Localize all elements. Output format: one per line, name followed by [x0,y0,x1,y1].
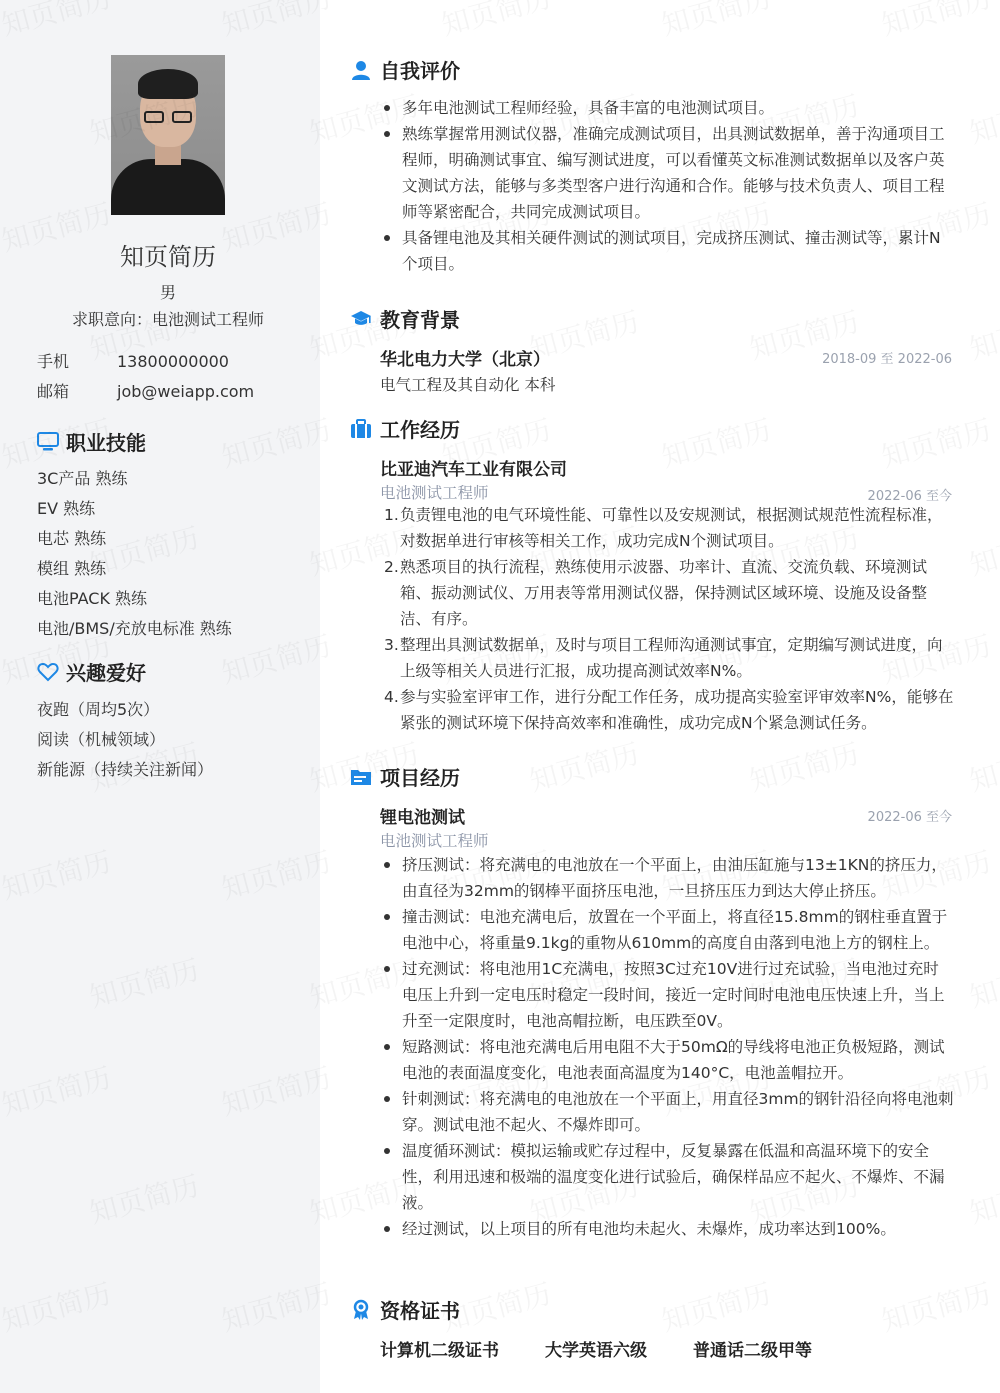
certs-title: 资格证书 [380,1299,460,1323]
school-name: 华北电力大学（北京） [380,350,550,370]
email-value: job@weiapp.com [117,382,255,401]
profile-name: 知页简历 [120,243,216,271]
project-detail-list [384,852,954,1242]
skill-item: 3C产品 熟练 [37,469,128,488]
skill-item: 电芯 熟练 [37,529,107,548]
project-role: 电池测试工程师 [380,832,489,850]
skills-heading [37,427,146,456]
hobbies-heading [37,657,146,686]
list-item: 4. 参与实验室评审工作，进行分配工作任务，成功提高实验室评审效率N%，能够在紧张的测试环境下保持高效率和准确性，成功完成N个紧急测试任务。 [384,688,954,732]
work-duty-list [384,502,954,736]
briefcase-icon [350,418,372,440]
list-item: 挤压测试：将充满电的电池放在一个平面上，由油压缸施与13±1KN的挤压力，由直径为32mm的钢棒平面挤压电池，一旦挤压压力到达大停止挤压。 [384,852,954,904]
list-item: 短路测试：将电池充满电后用电阻不大于50mΩ的导线将电池正负极短路，测试电池的表面温度变化，电池表面高温度为140°C，电池盖帽拉开。 [384,1034,954,1086]
list-item: 多年电池测试工程师经验，具备丰富的电池测试项目。 [384,95,954,121]
education-title: 教育背景 [380,308,460,332]
skill-item: 电池/BMS/充放电标准 熟练 [37,619,232,638]
list-item: 1. 负责锂电池的电气环境性能、可靠性以及安规测试，根据测试规范性流程标准，对数据单进行审核等相关工作，成功完成N个测试项目。 [384,506,943,550]
cert-item: 普通话二级甲等 [693,1341,812,1361]
education-date: 2018-09 至 2022-06 [822,352,952,367]
award-icon [350,1299,372,1321]
project-heading [350,762,460,791]
monitor-icon [37,432,59,452]
list-item: 2. 熟悉项目的执行流程，熟练使用示波器、功率计、直流、交流负载、环境测试箱、振动测试仪、万用表等常用测试仪器，保持测试区域环境、设施及设备整洁、有序。 [384,558,928,628]
hobby-item: 阅读（机械领域） [37,730,166,749]
work-date: 2022-06 至今 [867,489,952,504]
hobbies-title: 兴趣爱好 [66,661,146,685]
user-icon [350,59,372,81]
profile-photo [111,55,225,215]
job-intent: 求职意向：电池测试工程师 [71,310,264,329]
list-item: 针刺测试：将充满电的电池放在一个平面上，用直径3mm的钢针沿径向将电池刺穿。测试电池不起火、不爆炸即可。 [384,1086,954,1138]
list-item: 经过测试，以上项目的所有电池均未起火、未爆炸，成功率达到100%。 [384,1216,954,1242]
list-item: 3. 整理出具测试数据单，及时与项目工程师沟通测试事宜，定期编写测试进度，向上级等相关人员进行汇报，成功提高测试效率N%。 [384,636,943,680]
email-row [37,379,254,402]
work-heading [350,414,460,443]
profile-gender: 男 [159,283,176,302]
certs-heading [350,1295,460,1324]
skills-title: 职业技能 [66,431,146,455]
folder-icon [350,766,372,788]
list-item: 撞击测试：电池充满电后，放置在一个平面上，将直径15.8mm的钢柱垂直置于电池中心，将重量9.1kg的重物从610mm的高度自由落到电池上方的钢柱上。 [384,904,954,956]
project-name: 锂电池测试 [380,808,465,828]
skill-item: EV 熟练 [37,499,96,518]
list-item: 熟练掌握常用测试仪器，准确完成测试项目，出具测试数据单，善于沟通项目工程师，明确测试事宜、编写测试进度，可以看懂英文标准测试数据单以及客户英文测试方法，能够与多类型客户进行沟通和合作。能够与技术负责人、项目工程师等紧密配合，共同完成测试项目。 [384,121,954,225]
self-eval-title: 自我评价 [380,59,460,83]
list-item: 具备锂电池及其相关硬件测试的测试项目，完成挤压测试、撞击测试等，累计N个项目。 [384,225,954,277]
hobby-item: 新能源（持续关注新闻） [37,760,214,779]
skill-item: 电池PACK 熟练 [37,589,148,608]
email-label: 邮箱 [37,382,70,401]
phone-value: 13800000000 [117,352,229,371]
cert-item: 计算机二级证书 [380,1341,499,1361]
heart-icon [37,662,59,682]
project-date: 2022-06 至今 [867,810,952,825]
phone-label: 手机 [37,352,70,371]
list-item: 温度循环测试：模拟运输或贮存过程中，反复暴露在低温和高温环境下的安全性，利用迅速和极端的温度变化进行试验后，确保样品应不起火、不爆炸、不漏液。 [384,1138,954,1216]
education-major: 电气工程及其自动化 本科 [380,376,556,394]
work-title: 工作经历 [380,418,460,442]
company-name: 比亚迪汽车工业有限公司 [380,460,567,480]
self-eval-list [384,95,954,277]
graduation-cap-icon [350,308,372,330]
cert-item: 大学英语六级 [545,1341,647,1361]
hobby-item: 夜跑（周均5次） [37,700,160,719]
skill-item: 模组 熟练 [37,559,107,578]
project-title: 项目经历 [380,766,460,790]
self-eval-heading [350,55,460,84]
work-role: 电池测试工程师 [380,484,489,502]
cert-list [380,1336,858,1361]
list-item: 过充测试：将电池用1C充满电，按照3C过充10V进行过充试验，当电池过充时电压上升到一定电压时稳定一段时间，接近一定时间时电池电压快速上升，当上升至一定限度时，电池高帽拉断，电压跌至0V。 [384,956,954,1034]
phone-row [37,349,229,372]
education-heading [350,304,460,333]
